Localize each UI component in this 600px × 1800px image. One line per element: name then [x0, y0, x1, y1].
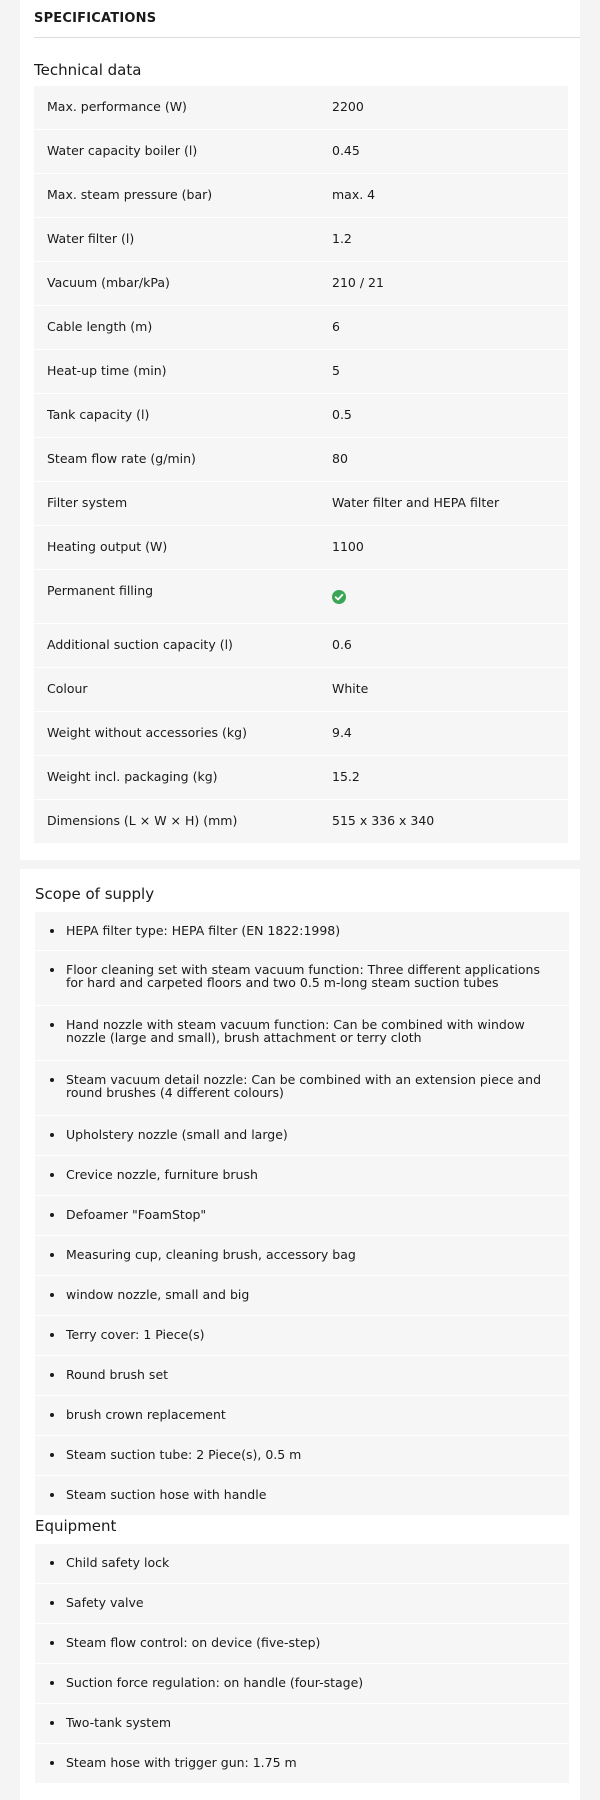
table-row: [34, 756, 568, 800]
bullet-icon: [50, 1333, 54, 1337]
row-value: 1100: [332, 539, 364, 554]
specifications-heading: SPECIFICATIONS: [34, 0, 580, 38]
table-row: [34, 394, 568, 438]
list-item-text: Round brush set: [66, 1367, 169, 1382]
row-label: Heat-up time (min): [47, 363, 167, 378]
list-item-text: HEPA filter type: HEPA filter (EN 1822:1998): [66, 923, 341, 938]
bullet-icon: [50, 1493, 54, 1497]
list-item-text: Hand nozzle with steam vacuum function: Can be combined with window nozzle (large and small), brush attachment or terry cloth: [66, 1017, 525, 1045]
list-item-text: Child safety lock: [66, 1555, 170, 1570]
list-item: [35, 1544, 569, 1584]
table-row: [34, 624, 568, 668]
row-value: 15.2: [332, 769, 360, 784]
row-label: Dimensions (L × W × H) (mm): [47, 813, 238, 828]
row-label: Steam flow rate (g/min): [47, 451, 196, 466]
row-label: Max. performance (W): [47, 99, 187, 114]
table-row: [34, 350, 568, 394]
row-value: 0.6: [332, 637, 352, 652]
bullet-icon: [50, 1681, 54, 1685]
table-row: [34, 174, 568, 218]
list-item: [35, 1196, 569, 1236]
list-item: [35, 1316, 569, 1356]
row-value: 6: [332, 319, 340, 334]
scope-equipment-panel: [20, 869, 580, 1800]
table-row: [34, 570, 568, 624]
row-value: 2200: [332, 99, 364, 114]
row-value: 1.2: [332, 231, 352, 246]
bullet-icon: [50, 1173, 54, 1177]
list-item: [35, 1116, 569, 1156]
list-item-text: Two-tank system: [66, 1715, 172, 1730]
bullet-icon: [50, 1023, 54, 1027]
bullet-icon: [50, 1561, 54, 1565]
list-item-text: Steam flow control: on device (five-step): [66, 1635, 321, 1650]
bullet-icon: [50, 1453, 54, 1457]
bullet-icon: [50, 1078, 54, 1082]
list-item-text: Defoamer "FoamStop": [66, 1207, 207, 1222]
list-item: [35, 951, 569, 1006]
scope-of-supply-title: Scope of supply: [35, 885, 155, 903]
list-item: [35, 1584, 569, 1624]
table-row: [34, 306, 568, 350]
bullet-icon: [50, 1253, 54, 1257]
row-value: White: [332, 681, 369, 696]
table-row: [34, 86, 568, 130]
bullet-icon: [50, 968, 54, 972]
technical-data-title: Technical data: [34, 61, 142, 79]
table-row: [34, 482, 568, 526]
bullet-icon: [50, 1721, 54, 1725]
list-item-text: Measuring cup, cleaning brush, accessory bag: [66, 1247, 356, 1262]
row-label: Max. steam pressure (bar): [47, 187, 213, 202]
table-row: [34, 800, 568, 844]
row-value: 80: [332, 451, 348, 466]
bullet-icon: [50, 1373, 54, 1377]
table-row: [34, 438, 568, 482]
bullet-icon: [50, 1761, 54, 1765]
bullet-icon: [50, 1213, 54, 1217]
row-value: 9.4: [332, 725, 352, 740]
list-item: [35, 1664, 569, 1704]
row-label: Cable length (m): [47, 319, 153, 334]
row-label: Vacuum (mbar/kPa): [47, 275, 170, 290]
bullet-icon: [50, 929, 54, 933]
row-value: Water filter and HEPA filter: [332, 495, 500, 510]
table-row: [34, 130, 568, 174]
equipment-title: Equipment: [35, 1517, 117, 1535]
list-item-text: brush crown replacement: [66, 1407, 226, 1422]
row-label: Permanent filling: [47, 583, 154, 598]
row-label: Filter system: [47, 495, 128, 510]
row-value: 515 x 336 x 340: [332, 813, 435, 828]
list-item: [35, 1156, 569, 1196]
scope-of-supply-list: [35, 912, 569, 1516]
bullet-icon: [50, 1293, 54, 1297]
equipment-list: [35, 1544, 569, 1784]
row-value: 5: [332, 363, 340, 378]
list-item: [35, 1744, 569, 1784]
row-value: 210 / 21: [332, 275, 384, 290]
technical-data-panel: [20, 0, 580, 860]
table-row: [34, 218, 568, 262]
list-item: [35, 1061, 569, 1116]
row-label: Colour: [47, 681, 88, 696]
list-item: [35, 1704, 569, 1744]
list-item-text: Steam hose with trigger gun: 1.75 m: [66, 1755, 297, 1770]
check-circle-icon: [332, 590, 346, 604]
row-label: Water filter (l): [47, 231, 135, 246]
row-value: 0.45: [332, 143, 360, 158]
list-item-text: Crevice nozzle, furniture brush: [66, 1167, 258, 1182]
row-label: Weight incl. packaging (kg): [47, 769, 218, 784]
list-item: [35, 1396, 569, 1436]
bullet-icon: [50, 1601, 54, 1605]
list-item: [35, 1436, 569, 1476]
list-item-text: Steam suction hose with handle: [66, 1487, 267, 1502]
technical-data-table: [34, 86, 568, 844]
list-item: [35, 912, 569, 951]
bullet-icon: [50, 1641, 54, 1645]
list-item-text: window nozzle, small and big: [66, 1287, 250, 1302]
list-item: [35, 1276, 569, 1316]
row-label: Tank capacity (l): [47, 407, 150, 422]
row-value: max. 4: [332, 187, 376, 202]
list-item-text: Steam suction tube: 2 Piece(s), 0.5 m: [66, 1447, 302, 1462]
list-item-text: Terry cover: 1 Piece(s): [66, 1327, 205, 1342]
list-item: [35, 1476, 569, 1516]
list-item: [35, 1236, 569, 1276]
list-item: [35, 1624, 569, 1664]
table-row: [34, 262, 568, 306]
list-item: [35, 1356, 569, 1396]
list-item-text: Safety valve: [66, 1595, 144, 1610]
list-item-text: Floor cleaning set with steam vacuum function: Three different applications for hard and carpeted floors and two 0.5 m-long steam suction tubes: [66, 962, 540, 990]
bullet-icon: [50, 1133, 54, 1137]
row-label: Weight without accessories (kg): [47, 725, 247, 740]
row-label: Water capacity boiler (l): [47, 143, 198, 158]
list-item-text: Steam vacuum detail nozzle: Can be combined with an extension piece and round brushes (4 different colours): [66, 1072, 542, 1100]
list-item-text: Suction force regulation: on handle (four-stage): [66, 1675, 364, 1690]
row-value: 0.5: [332, 407, 352, 422]
row-label: Additional suction capacity (l): [47, 637, 233, 652]
bullet-icon: [50, 1413, 54, 1417]
row-label: Heating output (W): [47, 539, 168, 554]
table-row: [34, 712, 568, 756]
list-item: [35, 1006, 569, 1061]
table-row: [34, 526, 568, 570]
table-row: [34, 668, 568, 712]
list-item-text: Upholstery nozzle (small and large): [66, 1127, 288, 1142]
